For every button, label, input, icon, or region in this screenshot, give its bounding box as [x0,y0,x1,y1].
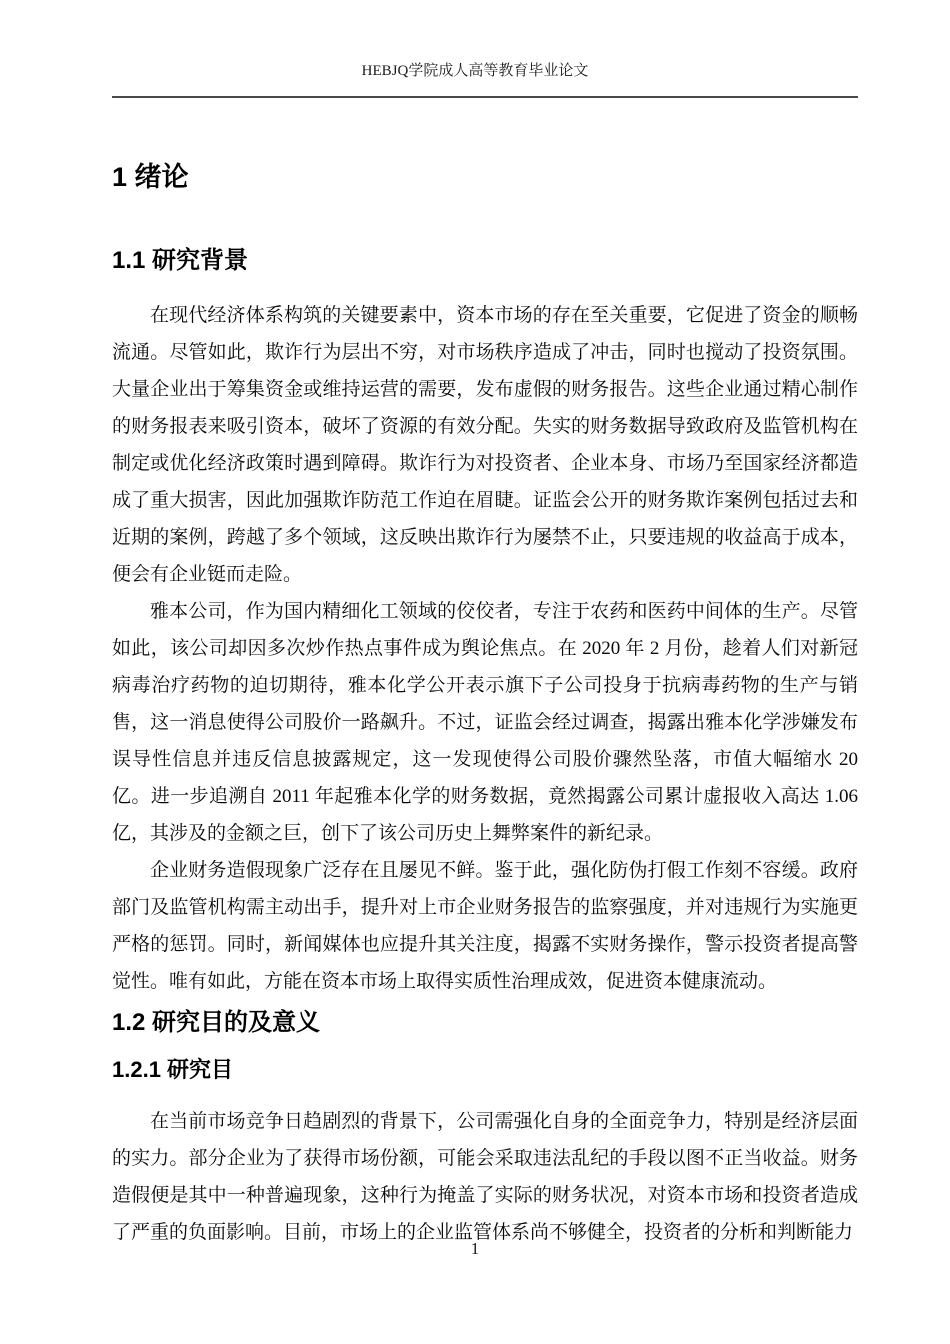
paragraph-research-background-3: 企业财务造假现象广泛存在且屡见不鲜。鉴于此，强化防伪打假工作刻不容缓。政府部门及监管机构需主动出手，提升对上市企业财务报告的监察强度，并对违规行为实施更严格的惩罚。同时，新闻媒体也应提升其关注度，揭露不实财务操作，警示投资者提高警觉性。唯有如此，方能在资本市场上取得实质性治理成效，促进资本健康流动。 [112,860,858,992]
page-number: 1 [470,1239,480,1258]
paragraph-research-purpose-1: 在当前市场竞争日趋剧烈的背景下，公司需强化自身的全面竞争力，特别是经济层面的实力。部分企业为了获得市场份额，可能会采取违法乱纪的手段以图不正当收益。财务造假便是其中一种普遍现象，这种行为掩盖了实际的财务状况，对资本市场和投资者造成了严重的负面影响。目前，市场上的企业监管体系尚不够健全，投资者的分析和判断能力 [112,1111,858,1243]
paragraph-research-background-2: 雅本公司，作为国内精细化工领域的佼佼者，专注于农药和医药中间体的生产。尽管如此，该公司却因多次炒作热点事件成为舆论焦点。在 2020 年 2 月份，趁着人们对新冠病毒治疗药物的迫切期待，雅本化学公开表示旗下子公司投身于抗病毒药物的生产与销售，这一消息使得公司股价一路飙升。不过，证监会经过调查，揭露出雅本化学涉嫌发布误导性信息并违反信息披露规定，这一发现使得公司股价骤然坠落，市值大幅缩水 20 亿。进一步追溯自 2011 年起雅本化学的财务数据，竟然揭露公司累计虚报收入高达 1.06 亿，其涉及的金额之巨，创下了该公司历史上舞弊案件的新纪录。 [112,601,858,844]
heading-section-1-2: 1.2 研究目的及意义 [112,1009,321,1036]
header-divider [112,96,858,98]
heading-section-1-1: 1.1 研究背景 [112,247,249,274]
heading-chapter-1: 1 绪论 [112,162,189,192]
page-header-title: HEBJQ学院成人高等教育毕业论文 [361,63,589,79]
paragraph-research-background-1: 在现代经济体系构筑的关键要素中，资本市场的存在至关重要，它促进了资金的顺畅流通。尽管如此，欺诈行为层出不穷，对市场秩序造成了冲击，同时也搅动了投资氛围。大量企业出于筹集资金或维持运营的需要，发布虚假的财务报告。这些企业通过精心制作的财务报表来吸引资本，破坏了资源的有效分配。失实的财务数据导致政府及监管机构在制定或优化经济政策时遇到障碍。欺诈行为对投资者、企业本身、市场乃至国家经济都造成了重大损害，因此加强欺诈防范工作迫在眉睫。证监会公开的财务欺诈案例包括过去和近期的案例，跨越了多个领域，这反映出欺诈行为屡禁不止，只要违规的收益高于成本，便会有企业铤而走险。 [112,305,858,585]
document-content [112,162,858,1251]
page-header [0,0,950,79]
heading-subsection-1-2-1: 1.2.1 研究目 [112,1057,234,1082]
